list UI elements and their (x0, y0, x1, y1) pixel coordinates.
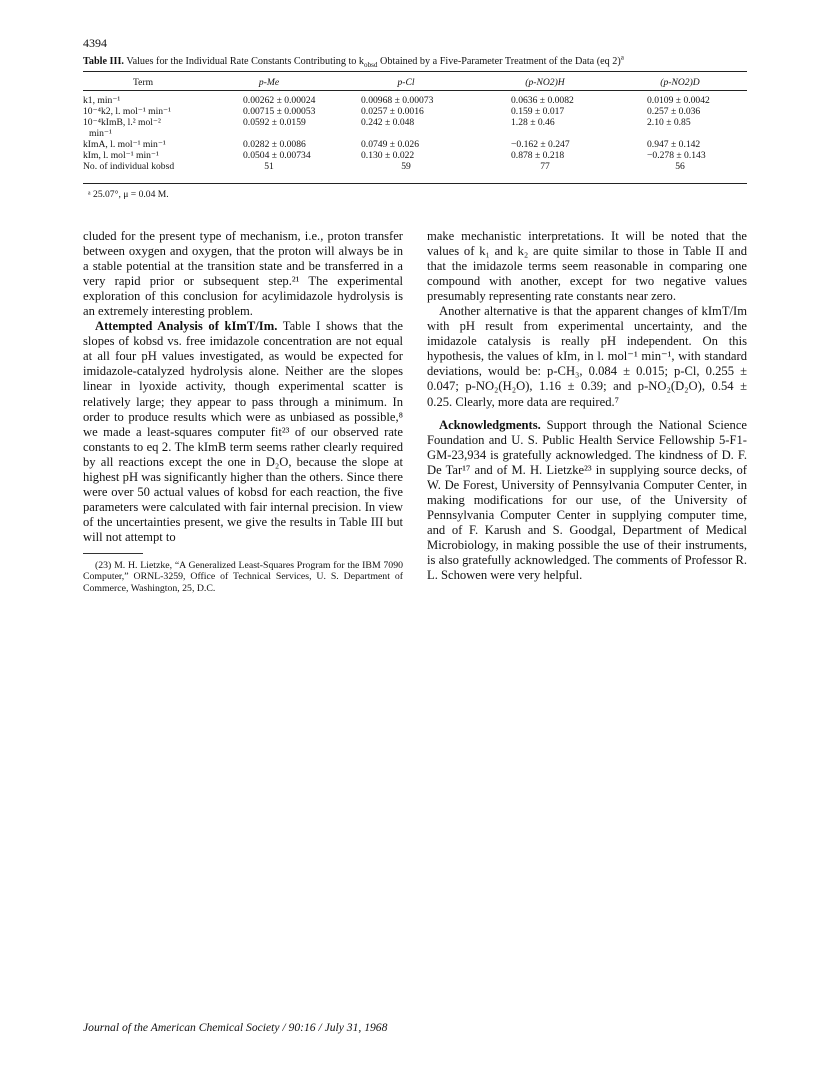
header-p-no2-d: (p-NO2)D (660, 77, 700, 88)
table-title-rest: Obtained by a Five-Parameter Treatment of the Data (eq 2) (377, 56, 621, 67)
footnote-23: (23) M. H. Lietzke, “A Generalized Least-Squares Program for the IBM 7090 Computer,” ORNL-3259, Office of Technical Services, U. S. Department of Commerce, Washington, 25, D.C. (83, 559, 403, 594)
table-row (83, 117, 747, 128)
table-row (83, 106, 747, 117)
table-caption (83, 55, 747, 68)
page-number: 4394 (83, 36, 107, 50)
value-cell: 0.242 ± 0.048 (361, 117, 415, 128)
left-paragraph-1: cluded for the present type of mechanism, i.e., proton transfer between oxygen and oxygen, that the proton will always be in a stable potential at the transition state and be transferred in a very rapid prior or subsequent step.²¹ The experimental exploration of this conclusion for acylimidazole hydrolysis is an extremely interesting problem. (83, 229, 403, 319)
header-p-cl: p-Cl (397, 77, 415, 88)
acknowledgments (427, 418, 747, 584)
header-term: Term (132, 77, 154, 88)
table-label: Table III. (83, 56, 124, 67)
value-cell: 0.00968 ± 0.00073 (361, 95, 434, 106)
value-cell: 56 (675, 161, 685, 172)
table-bottom-rule (83, 183, 747, 184)
right-column (427, 229, 747, 583)
right-paragraph-2: Another alternative is that the apparent changes of kImT/Im with pH result from experimental uncertainty, and the imidazole catalysis is really pH independent. On this hypothesis, the values of kIm, in l. mol⁻¹ min⁻¹, with standard deviations, would be: p-CH₃, 0.084 ± 0.015; p-Cl, 0.255 ± 0.047; p-NO₂(H₂O), 1.16 ± 0.39; and p-NO₂(D₂O), 0.54 ± 0.25. Clearly, more data are required.⁷ (427, 304, 747, 409)
value-cell: 51 (264, 161, 274, 172)
value-cell: 0.0504 ± 0.00734 (243, 150, 311, 161)
value-cell (203, 128, 335, 139)
acknowledgments-heading: Acknowledgments. (439, 417, 541, 432)
value-cell: 1.28 ± 0.46 (511, 117, 555, 128)
term-cell: No. of individual kobsd (83, 161, 175, 172)
term-cell: min⁻¹ (89, 128, 112, 139)
table-title: Values for the Individual Rate Constants Contributing to k (126, 56, 365, 67)
left-paragraph-2 (83, 319, 403, 545)
value-cell: 0.0636 ± 0.0082 (511, 95, 574, 106)
table-row (83, 150, 747, 161)
term-cell: k1, min⁻¹ (83, 95, 121, 106)
acknowledgments-text: Support through the National Science Foundation and U. S. Public Health Service Fellowship 5-F1-GM-23,934 is gratefully acknowledged. The kindness of D. F. De Tar¹⁷ and of M. H. Lietzke²³ in supplying source decks, of W. De Forest, University of Pennsylvania Computer Center, in making modifications for our use, of the University of Pennsylvania Computer Center in supplying computer time, and of F. Karush and S. Goodgal, Department of Medical Microbiology, in making possible the use of their instruments, is also gratefully acknowledged. The comments of Professor R. L. Schowen were very helpful. (427, 417, 747, 583)
footnote-rule (83, 553, 143, 554)
table-row (83, 161, 747, 172)
table-header-row (83, 74, 747, 91)
value-cell: 0.947 ± 0.142 (647, 139, 701, 150)
section-heading: Attempted Analysis of kImT/Im. (95, 319, 278, 334)
value-cell: 0.0282 ± 0.0086 (243, 139, 306, 150)
value-cell: −0.162 ± 0.247 (511, 139, 570, 150)
value-cell: 0.00715 ± 0.00053 (243, 106, 316, 117)
left-paragraph-2-text: Table I shows that the slopes of kobsd vs. free imidazole concentration are not equal at all four pH values investigated, as would be expected for imidazole-catalyzed hydrolysis alone. Neither are the slopes linear in lyoxide activity, though experimental scatter is relatively large; they appear to pass through a minimum. In order to produce results which were as unbiased as possible,⁸ we made a least-squares computer fit²³ of our observed rate constants to eq 2. The kImB term seems rather clearly required by all reactions except the one in D₂O, because the slope at highest pH was significantly higher than the others. Since there were over 50 actual values of kobsd for each reaction, the five parameters were calculated with fair internal precision. In view of the uncertainties present, we give the results in Table III but will not attempt to (83, 319, 403, 544)
value-cell: 0.257 ± 0.036 (647, 106, 701, 117)
value-cell (613, 128, 747, 139)
right-paragraph-1: make mechanistic interpretations. It will be noted that the values of k₁ and k₂ are quite similar to those in Table II and that the imidazole terms seem reasonable in comparing one compound with another, except for two negative values presumably representing rate constants near zero. (427, 229, 747, 304)
journal-footer: Journal of the American Chemical Society / 90:16 / July 31, 1968 (83, 1021, 388, 1034)
value-cell: −0.278 ± 0.143 (647, 150, 706, 161)
table-row (83, 95, 747, 106)
table-footnote: ᵃ 25.07°, μ = 0.04 M. (88, 189, 169, 200)
value-cell: 0.0592 ± 0.0159 (243, 117, 306, 128)
value-cell: 0.130 ± 0.022 (361, 150, 415, 161)
table-top-rule (83, 71, 747, 72)
term-cell: kIm, l. mol⁻¹ min⁻¹ (83, 150, 159, 161)
value-cell (335, 128, 477, 139)
value-cell: 2.10 ± 0.85 (647, 117, 691, 128)
value-cell: 0.0257 ± 0.0016 (361, 106, 424, 117)
rate-constants-table (83, 74, 747, 172)
term-cell: kImA, l. mol⁻¹ min⁻¹ (83, 139, 166, 150)
header-p-me: p-Me (258, 77, 280, 88)
table-row (83, 139, 747, 150)
term-cell: 10⁻⁴k2, l. mol⁻¹ min⁻¹ (83, 106, 171, 117)
value-cell: 0.0749 ± 0.026 (361, 139, 420, 150)
table-title-sup: a (620, 53, 624, 62)
value-cell: 77 (540, 161, 550, 172)
left-column (83, 229, 403, 594)
value-cell: 0.00262 ± 0.00024 (243, 95, 316, 106)
value-cell: 0.0109 ± 0.0042 (647, 95, 710, 106)
value-cell: 0.878 ± 0.218 (511, 150, 565, 161)
term-cell: 10⁻⁴kImB, l.² mol⁻² (83, 117, 161, 128)
value-cell: 0.159 ± 0.017 (511, 106, 565, 117)
value-cell (477, 128, 613, 139)
value-cell: 59 (401, 161, 411, 172)
header-p-no2-h: (p-NO2)H (525, 77, 565, 88)
table-row (83, 128, 747, 139)
table-title-sub: obsd (364, 61, 378, 70)
